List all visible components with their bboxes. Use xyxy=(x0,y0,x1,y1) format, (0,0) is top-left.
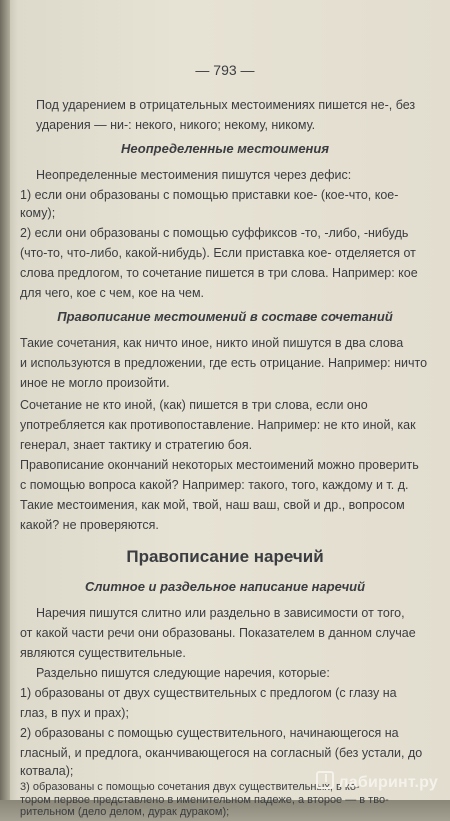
text-line: 1) если они образованы с помощью приставки кое- (кое-что, кое- xyxy=(20,188,399,202)
book-spine xyxy=(0,0,10,800)
text-line: генерал, знает тактику и стратегию боя. xyxy=(20,438,253,452)
section-heading: Слитное и раздельное написание наречий xyxy=(84,579,366,594)
text-line: с помощью вопроса какой? Например: такого, того, каждому и т. д. xyxy=(20,478,409,492)
watermark xyxy=(316,771,438,792)
text-line: рительном (дело делом, дурак дураком); xyxy=(20,806,230,818)
text-line: Раздельно пишутся следующие наречия, которые: xyxy=(36,666,330,680)
text-line: Сочетание не кто иной, (как) пишется в три слова, если оно xyxy=(20,398,368,412)
text-line: 2) если они образованы с помощью суффиксов -то, -либо, -нибудь xyxy=(20,226,409,240)
text-line: тором первое представлено в именительном падеже, а второе — в тво- xyxy=(20,794,389,806)
text-line: Неопределенные местоимения пишутся через дефис: xyxy=(36,168,352,182)
text-line: ударения — ни-: некого, никого; некому, никому. xyxy=(36,118,316,132)
text-line: какой? не проверяются. xyxy=(20,518,159,532)
page-number: — 793 — xyxy=(195,62,255,78)
text-line: 1) образованы от двух существительных с предлогом (с глазу на xyxy=(20,686,397,700)
text-line: 2) образованы с помощью существительного, начинающегося на xyxy=(20,726,399,740)
text-line: (что-то, что-либо, какой-нибудь). Если приставка кое- отделяется от xyxy=(20,246,416,260)
text-line: Правописание окончаний некоторых местоимений можно проверить xyxy=(20,458,419,472)
text-line: Такие местоимения, как мой, твой, наш ваш, свой и др., вопросом xyxy=(20,498,405,512)
text-line: употребляется как противопоставление. Например: не кто иной, как xyxy=(20,418,416,432)
text-line: Наречия пишутся слитно или раздельно в зависимости от того, xyxy=(36,606,405,620)
text-line: кому); xyxy=(20,206,56,220)
text-line: гласный, и предлога, оканчивающегося на согласный (без устали, до xyxy=(20,746,423,760)
text-line: Под ударением в отрицательных местоимениях пишется не-, без xyxy=(36,98,416,112)
text-line: иное не могло произойти. xyxy=(20,376,170,390)
text-line: котвала); xyxy=(20,764,74,778)
text-line: и используются в предложении, где есть отрицание. Например: ничто xyxy=(20,356,428,370)
text-line: Такие сочетания, как ничто иное, никто иной пишутся в два слова xyxy=(20,336,404,350)
watermark-text: лабиринт.ру xyxy=(338,774,438,791)
text-line: слова предлогом, то сочетание пишется в три слова. Например: кое xyxy=(20,266,418,280)
labirint-logo-icon xyxy=(316,771,334,789)
text-line: глаз, в пух и прах); xyxy=(20,706,129,720)
text-line: являются существительные. xyxy=(20,646,186,660)
chapter-heading: Правописание наречий xyxy=(126,547,324,566)
section-heading: Правописание местоимений в составе сочетаний xyxy=(57,309,393,324)
text-line: 3) образованы с помощью сочетания двух существительных, в ко- xyxy=(20,781,360,793)
text-line: для чего, кое с чем, кое на чем. xyxy=(20,286,205,300)
section-heading: Неопределенные местоимения xyxy=(120,141,329,156)
text-line: от какой части речи они образованы. Показателем в данном случае xyxy=(20,626,416,640)
